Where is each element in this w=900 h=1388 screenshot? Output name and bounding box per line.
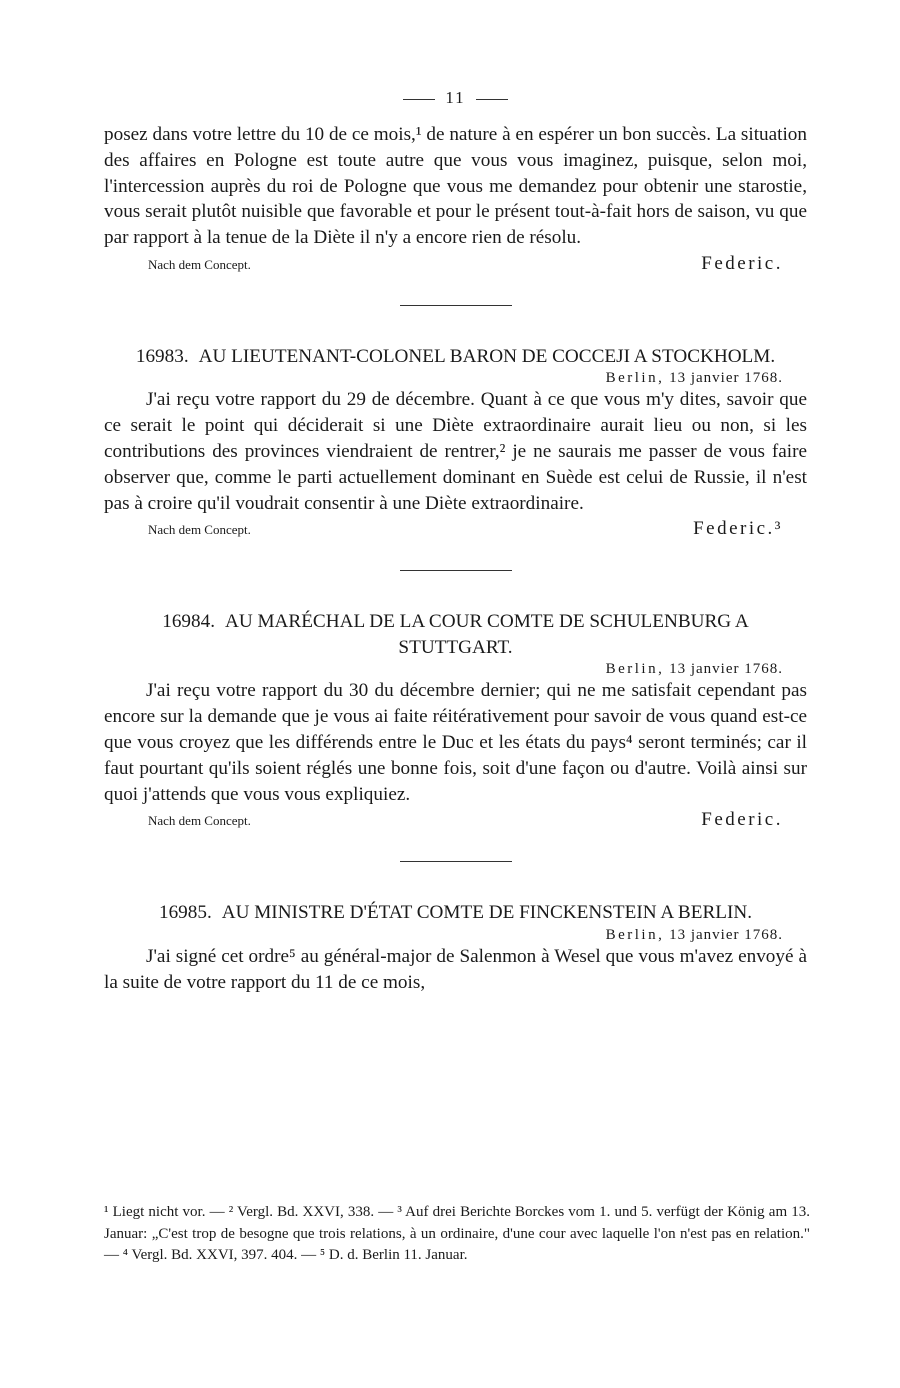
letter-address: AU MINISTRE D'ÉTAT COMTE DE FINCKENSTEIN A BERLIN. (221, 902, 753, 924)
signature-row (104, 809, 807, 831)
page-number: 11 (445, 88, 466, 107)
signature-row (104, 518, 807, 540)
dateline (104, 370, 807, 387)
source-note: Nach dem Concept. (148, 813, 251, 829)
signature: Federic.³ (693, 518, 783, 540)
letter-text: J'ai reçu votre rapport du 30 du décembre dernier; qui ne me satisfait cependant pas encore sur la demande que je vous ai faite réitérativement pour savoir de vous quand est-ce que vous croyez que les différends entre le Duc et les états du pays⁴ seront terminés; car il faut pourtant qu'ils soient réglés une bonne fois, soit d'une façon ou d'autre. Voilà ainsi sur quoi j'attends que vous vous expliquiez. (104, 680, 807, 805)
separator-rule (400, 861, 512, 862)
signature: Federic. (701, 252, 783, 274)
separator-rule (400, 570, 512, 571)
letter-continuation-text: posez dans votre lettre du 10 de ce mois,¹ de nature à en espérer un bon succès. La situation des affaires en Pologne est toute autre que vous vous imaginez, puisque, selon moi, l'intercession auprès du roi de Pologne que vous me demandez pour obtenir une starostie, vous serait plutôt nuisible que favorable et pour le présent tout-à-fait hors de saison, vu que par rapport à la tenue de la Diète il n'y a encore rien de résolu. (104, 124, 807, 249)
signature-row (104, 253, 807, 275)
letter-heading (104, 900, 807, 926)
letter-heading (104, 609, 807, 660)
letter-number: 16984. (162, 611, 215, 633)
dateline-date: 13 janvier 1768. (669, 926, 783, 943)
letter-number: 16983. (135, 345, 189, 367)
dateline-date: 13 janvier 1768. (669, 661, 783, 678)
dateline-place: Berlin, (605, 370, 665, 387)
signature: Federic. (701, 809, 783, 831)
separator-rule (400, 305, 512, 306)
letter-address: AU LIEUTENANT-COLONEL BARON DE COCCEJI A STOCKHOLM. (198, 345, 776, 367)
dateline (104, 661, 807, 678)
dateline (104, 927, 807, 944)
source-note: Nach dem Concept. (148, 522, 251, 538)
page-body (104, 88, 807, 996)
footnotes: ¹ Liegt nicht vor. — ² Vergl. Bd. XXVI, 338. — ³ Auf drei Berichte Borckes vom 1. und 5. verfügt der König am 13. Januar: „C'est trop de besogne que trois relations, à un ordinaire, d'une cour avec laquelle l'on n'est pas en relation." — ⁴ Vergl. Bd. XXVI, 397. 404. — ⁵ D. d. Berlin 11. Januar. (104, 1204, 810, 1263)
letter-text: J'ai signé cet ordre⁵ au général-major de Salenmon à Wesel que vous m'avez envoyé à la suite de votre rapport du 11 de ce mois, (104, 945, 807, 993)
running-head (104, 88, 807, 108)
letter-number: 16985. (158, 902, 212, 924)
letter-heading (104, 344, 807, 370)
dateline-date: 13 janvier 1768. (669, 370, 783, 387)
dateline-place: Berlin, (605, 926, 665, 943)
letter-text: J'ai reçu votre rapport du 29 de décembre. Quant à ce que vous m'y dites, savoir que ce serait le point qui déciderait si une Diète extraordinaire aurait lieu ou non, si les contributions des provinces viendraient de rentrer,² je ne saurais me passer de vous faire observer que, comme le parti actuellement dominant en Suède est celui de Russie, il n'est pas à croire qu'il voudrait consentir à une Diète extraordinaire. (104, 389, 807, 514)
dateline-place: Berlin, (605, 661, 665, 678)
head-rule-left (403, 99, 435, 100)
head-rule-right (476, 99, 508, 100)
letter-address: AU MARÉCHAL DE LA COUR COMTE DE SCHULENBURG A STUTTGART. (224, 611, 749, 658)
source-note: Nach dem Concept. (148, 256, 251, 272)
